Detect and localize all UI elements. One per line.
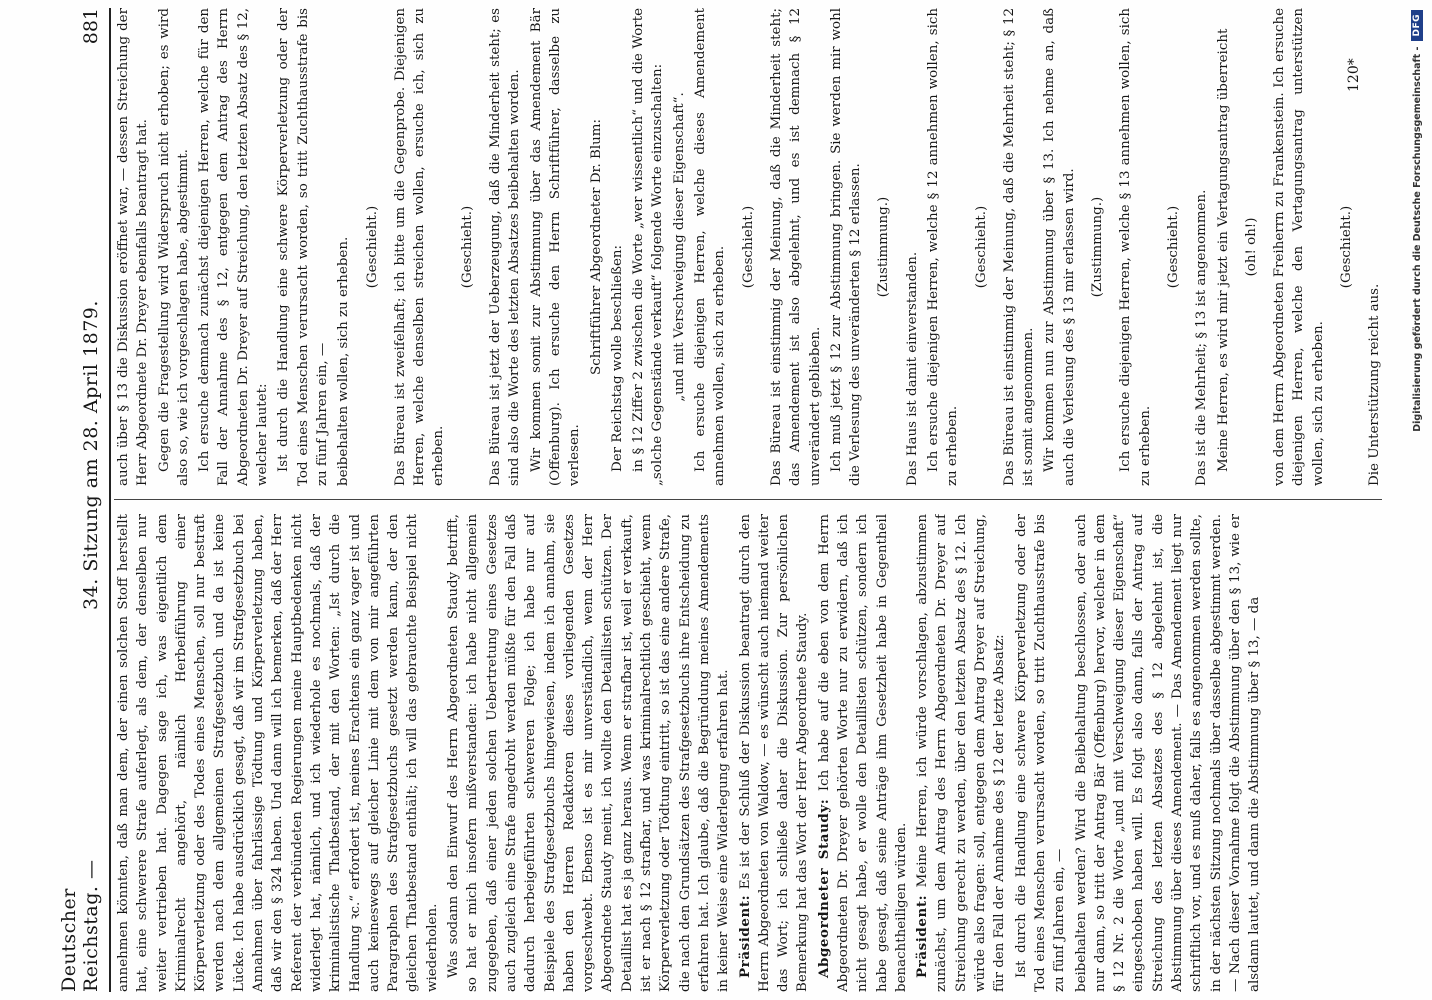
- paragraph: [458, 8, 477, 486]
- paragraph-text: (Geschieht.): [740, 205, 756, 289]
- paragraph-text: (Geschieht.): [1339, 205, 1355, 289]
- paragraph: [274, 8, 332, 486]
- paragraph: [924, 8, 963, 486]
- paragraph-text: Die Unterstützung reicht aus.: [1367, 283, 1383, 486]
- paragraph-text: Das Büreau ist zweifelhaft; ich bitte um die Gegenprobe. Diejenigen Herren, welche denselben streichen wollen, ersuche ich, sich zu erheben.: [392, 8, 447, 486]
- paragraph: [874, 8, 893, 486]
- paragraph-text: Ich muß jetzt § 12 zur Abstimmung bringen. Sie werden mir wohl die Verlesung des unveränderten § 12 erlassen.: [828, 8, 864, 486]
- right-column: [114, 8, 1384, 486]
- paragraph-text: Ich ersuche demnach zunächst diejenigen Herren, welche für den Fall der Annahme des § 12, entgegen dem Antrag des Herrn Abgeordneten Dr. Dreyer auf Streichung, den letzten Absatz des § 12, welcher lautet:: [197, 8, 271, 486]
- paragraph-text: Schriftführer Abgeordneter Dr. Blum:: [588, 119, 604, 375]
- paragraph-text: Das Büreau ist einstimmig der Meinung, daß die Mehrheit steht; § 12 ist somit angenommen.: [1001, 8, 1037, 486]
- paragraph-text: (Zustimmung.): [876, 196, 892, 298]
- paragraph: [608, 8, 627, 486]
- running-header: [46, 8, 102, 992]
- paragraph-text: (Zustimmung.): [1090, 196, 1106, 298]
- paragraph-text: (oh! oh!): [1243, 217, 1259, 277]
- paragraph-text: Wir kommen nun zur Abstimmung über § 13. Ich nehme an, daß auch die Verlesung des § 13 mir erlassen wird.: [1042, 8, 1077, 486]
- paragraph: [903, 8, 922, 486]
- paragraph-text: Was sodann den Einwurf des Herrn Abgeordneten Staudy betrifft, so hat er mich insofern mißverstanden: ich habe nicht allgemein zugegeben, daß einer jeden solchen Uebertretung eines Gesetzes auch zugleich eine Strafe angedroht werden müßte für den Fall daß dadurch herbeigeführten schwereren Folge; ich habe nur auf Beispiele des Strafgesetzbuchs hingewiesen, indem ich annahm, sie haben den Herren Redaktoren dieses vorliegenden Gesetzes vorgeschwebt. Ebenso ist es mir unverständlich, wenn der Herr Abgeordnete Staudy meint, ich wollte den Detaillisten schützen. Der Detaillist hat es ja ganz heraus. Wenn er strafbar ist, weil er verkauft, ist er nach § 12 strafbar, und was kriminalrechtlich geschieht, wenn Körperverletzung oder Tödtung eintritt, so ist das eine andere Strafe, die nach den Grundsätzen des Strafgesetzbuchs ihre Entscheidung zu erfahren hat. Ich glaube, daß die Begründung meines Amendements in keiner Weise eine Widerlegung erfahren hat.: [446, 514, 732, 992]
- paragraph: [739, 8, 758, 486]
- digitization-credit-text: Digitalisierung gefördert durch die Deutsche Forschungsgemeinschaft -: [1411, 46, 1423, 432]
- paragraph-text: auch über § 13 die Diskussion eröffnet war, — dessen Streichung der Herr Abgeordnete Dr. Dreyer ebenfalls beantragt hat.: [116, 8, 151, 486]
- paragraph: [486, 8, 525, 486]
- paragraph-text: beibehalten werden? Wird die Beibehaltung beschlossen, oder auch nur dann, so tritt der Antrag Bär (Offenburg) hervor, welcher in dem § 12 Nr. 2 die Worte „und mit Verschweigung dieser Eigenschaft“ eingeschoben haben will. Es folgt also dann, falls der Antrag auf Streichung des letzten Absatzes des § 12 abgelehnt ist, die Abstimmung über dieses Amendement. — Das Amendement liegt nur schriftlich vor, und es muß daher, falls es angenommen werden sollte, in der nächsten Sitzung nochmals über dasselbe abgestimmt werden. — Nach dieser Vornahme folgt die Abstimmung über den § 13, wie er alsdann lautet, und dann die Abstimmung über § 13, — da: [1073, 514, 1263, 992]
- paragraph: [1214, 8, 1233, 486]
- header-left: Deutscher Reichstag. —: [58, 859, 102, 992]
- paragraph: [815, 514, 911, 992]
- paragraph-text: Das Büreau ist einstimmig der Meinung, daß die Minderheit steht; das Amendement ist also abgelehnt, und es ist demnach § 12 unverändert geblieben.: [768, 8, 823, 486]
- paragraph-text: Gegen die Fragestellung wird Widerspruch nicht erhoben; es wird also so, wie ich vorgeschlagen habe, abgestimmt.: [156, 8, 191, 486]
- paragraph: [114, 514, 442, 992]
- paragraph: [527, 8, 585, 486]
- paragraph: [736, 514, 813, 992]
- paragraph-text: (Geschieht.): [459, 205, 475, 289]
- dfg-logo: DFG: [1411, 10, 1423, 41]
- paragraph: [391, 8, 449, 486]
- header-center: 34. Sitzung am 28. April 1879.: [80, 300, 102, 610]
- paragraph: [363, 8, 382, 486]
- paragraph: [1012, 514, 1070, 992]
- paragraph-text: annehmen könnten, daß man dem, der einen solchen Stoff herstellt hat, eine schwerere Strafe auferlegt, als dem, der denselben nur weiter vertrieben hat. Dagegen sage ich, was eigentlich dem Kriminalrecht angehört, nämlich Herbeiführung einer Körperverletzung oder des Todes eines Menschen, soll nur bestraft werden nach dem allgemeinen Strafgesetzbuch und da ist keine Lücke. Ich habe ausdrücklich gesagt, daß wir im Strafgesetzbuch bei Annahmen über fahrlässige Tödtung und Körperverletzung haben, daß wir den § 324 haben. Und dann will ich bemerken, daß der Herr Referent der verbündeten Regierungen meine Hauptbedenken nicht widerlegt hat, nämlich, und ich wiederhole es nochmals, daß der kriminalistische Thatbestand, der mit den Worten: „Ist durch die Handlung ꝛc.“ erfordert ist, meines Erachtens ein ganz vager ist und auch keineswegs auf gleicher Linie mit dem von mir angeführten Paragraphen des Strafgesetzbuchs gesetzt werden kann, der den gleichen Thatbestand enthält; ich will das gebrauchte Beispiel nicht wiederholen.: [116, 514, 440, 992]
- paragraph: [767, 8, 825, 486]
- paragraph-text: „und mit Verschweigung dieser Eigenschaft“.: [671, 92, 687, 402]
- paragraph: [629, 8, 668, 486]
- speaker-label: Präsident:: [914, 894, 931, 978]
- paragraph: [155, 8, 194, 486]
- paragraph: [1164, 8, 1183, 486]
- page-number: 881: [80, 8, 102, 45]
- paragraph: [827, 8, 866, 486]
- signature-mark: 120*: [1346, 58, 1362, 92]
- paragraph-text: Ist durch die Handlung eine schwere Körperverletzung oder der Tod eines Menschen verursacht worden, so tritt Zuchthausstrafe bis zu fünf Jahren ein, —: [276, 8, 330, 486]
- paragraph-text: Meine Herren, ich würde vorschlagen, abzustimmen zunächst, um dem Antrag des Herrn Abgeordneten Dr. Dreyer auf Streichung gerecht zu werden, über den letzten Absatz des § 12. Ich würde also fragen: soll, entgegen dem Antrag Dreyer auf Streichung, für den Fall der Annahme des § 12 der letzte Absatz:: [915, 514, 1008, 992]
- paragraph: [1116, 8, 1155, 486]
- paragraph: [587, 8, 606, 486]
- header-rule: [109, 8, 111, 992]
- speaker-label: Abgeordneter Staudy:: [815, 798, 832, 978]
- paragraph-text: von dem Herrn Abgeordneten Freiherrn zu Frankenstein. Ich ersuche diejenigen Herren, welche den Vertagungsantrag unterstützen wollen, sich zu erheben.: [1272, 8, 1326, 486]
- left-column: [114, 514, 1384, 992]
- paragraph: [972, 8, 991, 486]
- paragraph-text: Ist durch die Handlung eine schwere Körperverletzung oder der Tod eines Menschen verursacht worden, so tritt Zuchthausstrafe bis zu fünf Jahren ein, —: [1013, 514, 1068, 992]
- paragraph: [913, 514, 1009, 992]
- paragraph-text: Meine Herren, es wird mir jetzt ein Vertagungsantrag überreicht: [1215, 28, 1231, 472]
- printed-page: [46, 8, 1406, 992]
- paragraph: [1270, 8, 1328, 486]
- paragraph-text: Ich ersuche diejenigen Herren, welche § 13 annehmen wollen, sich zu erheben.: [1118, 8, 1153, 486]
- paragraph-text: (Geschieht.): [364, 205, 380, 289]
- paragraph: [1192, 8, 1211, 486]
- column-divider: [114, 499, 1382, 500]
- paragraph-text: Das ist die Mehrheit; § 13 ist angenommen.: [1194, 189, 1210, 486]
- paragraph-text: beibehalten wollen, sich zu erheben.: [336, 236, 352, 486]
- paragraph: [1365, 8, 1384, 486]
- paragraph: [1000, 8, 1039, 486]
- paragraph-text: Das Büreau ist jetzt der Ueberzeugung, daß die Minderheit steht; es sind also die Worte des letzten Absatzes beibehalten worden.: [488, 8, 523, 486]
- paragraph: [1072, 514, 1265, 992]
- paragraph: [1088, 8, 1107, 486]
- paragraph-text: Das Haus ist damit einverstanden.: [904, 251, 920, 486]
- paragraph-text: in § 12 Ziffer 2 zwischen die Worte „wer wissentlich“ und die Worte „solche Gegenstände verkauft“ folgende Worte einzuschalten:: [631, 8, 666, 486]
- paragraph: [670, 8, 689, 486]
- paragraph-text: Ich ersuche diejenigen Herren, welche § 12 annehmen wollen, sich zu erheben.: [925, 8, 961, 486]
- paragraph-text: (Geschieht.): [1165, 205, 1181, 289]
- paragraph: [1040, 8, 1079, 486]
- paragraph-text: Ich ersuche diejenigen Herren, welche dieses Amendement annehmen wollen, sich zu erheben.: [693, 8, 728, 486]
- paragraph: [334, 8, 353, 486]
- paragraph-text: (Geschieht.): [973, 205, 989, 289]
- paragraph: [444, 514, 733, 992]
- paragraph-text: Ich habe auf die eben von dem Herrn Abgeordneten Dr. Dreyer gehörten Worte nur zu erwidern, daß ich nicht gesagt habe, er wolle den Detaillisten schützen, sondern ich habe gesagt, daß seine Anträge ihm Gesetzheit habe in Gegentheil benachtheiligen würden.: [816, 514, 909, 992]
- paragraph-text: Der Reichstag wolle beschließen:: [609, 244, 625, 472]
- paragraph: [691, 8, 730, 486]
- scanned-page-sheet: [46, 8, 1406, 992]
- paragraph-text: Wir kommen somit zur Abstimmung über das Amendement Bär (Offenburg). Ich ersuche den Herrn Schriftführer, dasselbe zu verlesen.: [528, 8, 583, 486]
- paragraph: [1242, 8, 1261, 486]
- paragraph: [114, 8, 153, 486]
- digitization-credit: [1408, 10, 1426, 990]
- speaker-label: Präsident:: [736, 894, 753, 978]
- paragraph-text: Es ist der Schluß der Diskussion beantragt durch den Herrn Abgeordneten von Waldow, — es wünscht auch niemand weiter das Wort; ich schließe daher die Diskussion. Zur persönlichen Bemerkung hat das Wort der Herr Abgeordnete Staudy.: [737, 514, 811, 992]
- paragraph: [195, 8, 272, 486]
